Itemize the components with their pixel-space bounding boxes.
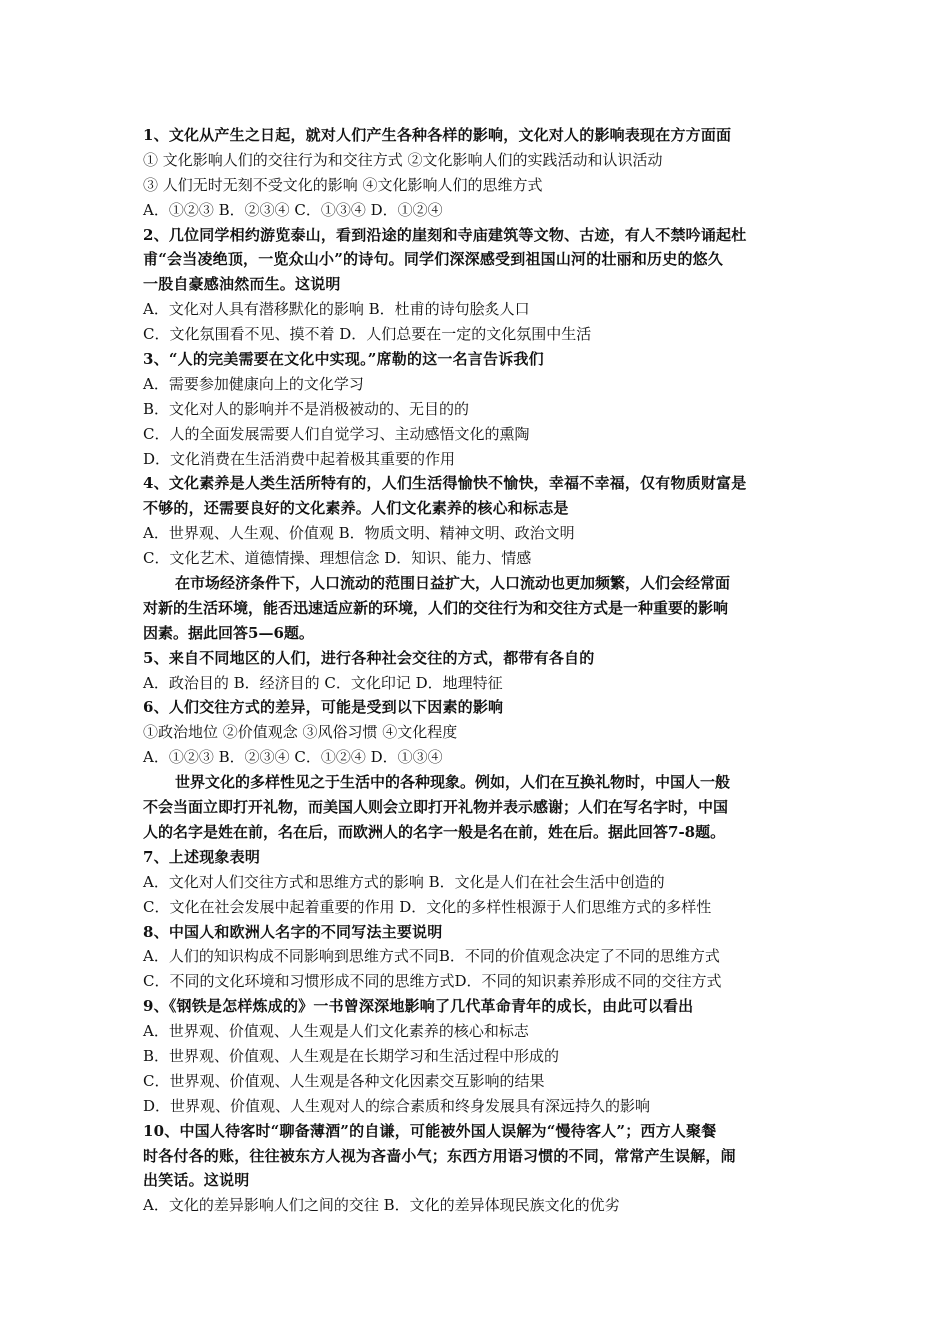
answer-option-a: A．世界观、价值观、人生观是人们文化素养的核心和标志 (143, 1022, 529, 1041)
answer-option-b: B．世界观、价值观、人生观是在长期学习和生活过程中形成的 (143, 1046, 560, 1065)
answer-option-a: A．需要参加健康向上的文化学习 (143, 374, 364, 393)
material-paragraph: 世界文化的多样性见之于生活中的各种现象。例如，人们在互换礼物时，中国人一般 (175, 773, 731, 792)
material-paragraph-cont: 人的名字是姓在前，名在后，而欧洲人的名字一般是名在前，姓在后。据此回答7-8题。 (143, 822, 726, 841)
question-4: 4、文化素养是人类生活所特有的，人们生活得愉快不愉快，幸福不幸福，仅有物质财富是 (143, 474, 747, 493)
material-paragraph-cont: 因素。据此回答5—6题。 (143, 623, 314, 642)
statement-line: ①政治地位 ②价值观念 ③风俗习惯 ④文化程度 (143, 723, 458, 742)
question-6: 6、人们交往方式的差异，可能是受到以下因素的影响 (143, 698, 504, 717)
question-10: 10、中国人待客时“聊备薄酒”的自谦，可能被外国人误解为“慢待客人”；西方人聚餐 (143, 1121, 717, 1140)
answer-options: A．①②③ B．②③④ C．①②④ D．①③④ (143, 748, 443, 767)
answer-options: A．人们的知识构成不同影响到思维方式不同B．不同的价值观念决定了不同的思维方式 (143, 947, 720, 966)
question-3: 3、“人的完美需要在文化中实现。”席勒的这一名言告诉我们 (143, 350, 544, 369)
answer-options: A．文化的差异影响人们之间的交往 B．文化的差异体现民族文化的优劣 (143, 1196, 620, 1215)
answer-options: C．文化在社会发展中起着重要的作用 D．文化的多样性根源于人们思维方式的多样性 (143, 897, 712, 916)
answer-options: A．文化对人们交往方式和思维方式的影响 B．文化是人们在社会生活中创造的 (143, 872, 665, 891)
material-paragraph-cont: 不会当面立即打开礼物，而美国人则会立即打开礼物并表示感谢；人们在写名字时，中国 (143, 798, 729, 817)
answer-option-c: C．世界观、价值观、人生观是各种文化因素交互影响的结果 (143, 1071, 545, 1090)
answer-options: C．文化艺术、道德情操、理想信念 D．知识、能力、情感 (143, 549, 532, 568)
answer-option-b: B．文化对人的影响并不是消极被动的、无目的的 (143, 399, 470, 418)
answer-option-d: D．文化消费在生活消费中起着极其重要的作用 (143, 449, 456, 468)
material-paragraph-cont: 对新的生活环境，能否迅速适应新的环境，人们的交往行为和交往方式是一种重要的影响 (143, 598, 729, 617)
answer-option-c: C．人的全面发展需要人们自觉学习、主动感悟文化的熏陶 (143, 424, 530, 443)
question-7: 7、上述现象表明 (143, 847, 261, 866)
question-9: 9、《钢铁是怎样炼成的》一书曾深深地影响了几代革命青年的成长，由此可以看出 (143, 997, 694, 1016)
question-4-cont: 不够的，还需要良好的文化素养。人们文化素养的核心和标志是 (143, 499, 569, 518)
question-8: 8、中国人和欧洲人名字的不同写法主要说明 (143, 922, 443, 941)
answer-options: C．文化氛围看不见、摸不着 D．人们总要在一定的文化氛围中生活 (143, 325, 592, 344)
answer-options: A．世界观、人生观、价值观 B．物质文明、精神文明、政治文明 (143, 524, 575, 543)
statement-line: ① 文化影响人们的交往行为和交往方式 ②文化影响人们的实践活动和认识活动 (143, 150, 663, 169)
question-5: 5、来自不同地区的人们，进行各种社会交往的方式，都带有各自的 (143, 648, 595, 667)
statement-line: ③ 人们无时无刻不受文化的影响 ④文化影响人们的思维方式 (143, 175, 543, 194)
material-paragraph: 在市场经济条件下，人口流动的范围日益扩大，人口流动也更加频繁，人们会经常面 (175, 574, 731, 593)
answer-options: A．政治目的 B．经济目的 C．文化印记 D．地理特征 (143, 673, 503, 692)
answer-options: C．不同的文化环境和习惯形成不同的思维方式D．不同的知识素养形成不同的交往方式 (143, 972, 722, 991)
answer-option-d: D．世界观、价值观、人生观对人的综合素质和终身发展具有深远持久的影响 (143, 1096, 651, 1115)
question-2: 2、几位同学相约游览泰山，看到沿途的崖刻和寺庙建筑等文物、古迹，有人不禁吟诵起杜 (143, 225, 747, 244)
question-10-cont: 时各付各的账，往往被东方人视为吝啬小气；东西方用语习惯的不同，常常产生误解，闹 (143, 1146, 736, 1165)
question-2-cont: 甫“会当凌绝顶，一览众山小”的诗句。同学们深深感受到祖国山河的壮丽和历史的悠久 (143, 250, 724, 269)
question-1: 1、文化从产生之日起，就对人们产生各种各样的影响，文化对人的影响表现在方方面面 (143, 126, 732, 144)
question-sheet (143, 123, 823, 1218)
answer-options: A．文化对人具有潜移默化的影响 B．杜甫的诗句脍炙人口 (143, 300, 530, 319)
question-2-cont: 一股自豪感油然而生。这说明 (143, 275, 341, 294)
answer-options: A．①②③ B．②③④ C．①③④ D．①②④ (143, 200, 443, 219)
question-10-cont: 出笑话。这说明 (143, 1171, 250, 1190)
